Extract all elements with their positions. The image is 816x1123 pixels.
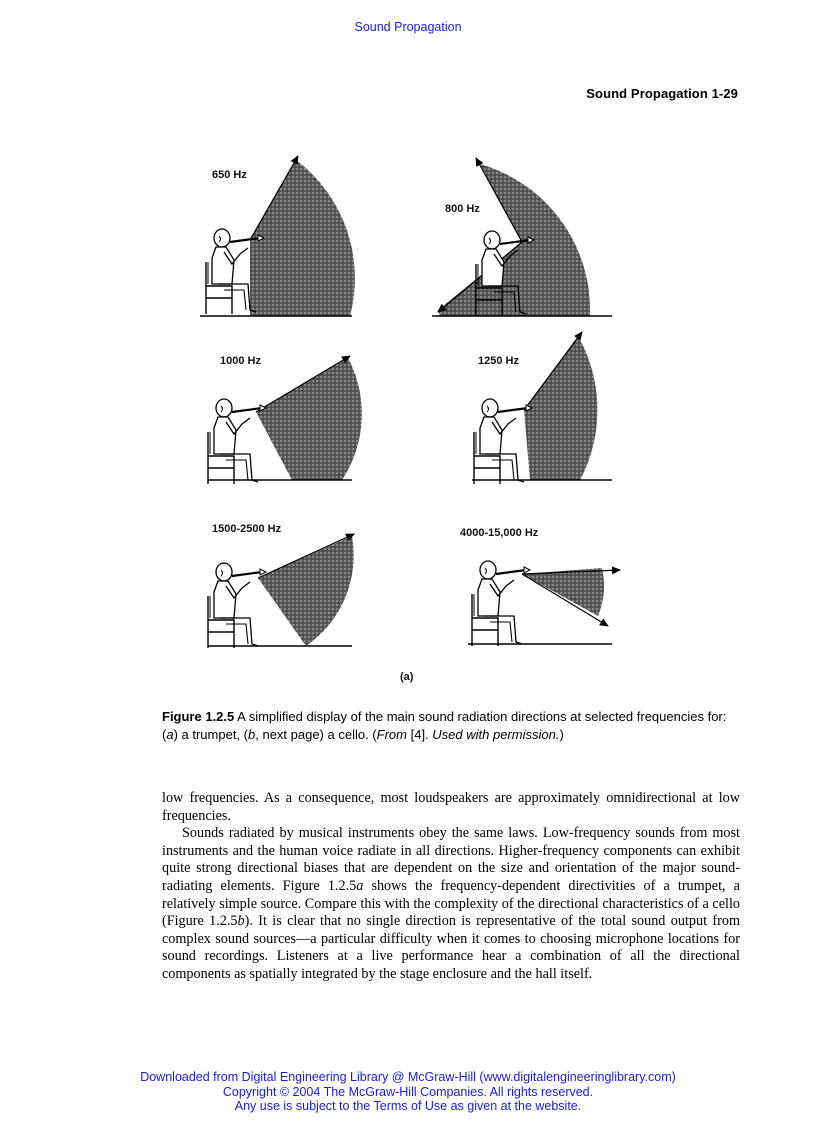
- panel-4000-15000hz: [460, 527, 620, 646]
- figure-sublabel: (a): [400, 671, 414, 683]
- paragraph-text: Sounds radiated by musical instruments obey the same laws. Low-frequency sounds from most instruments and the human voice radiate in all directions. Higher-frequency components can exhibit quite strong directional biases that are dependent on the size and orientation of the major sound-radiating elements. Figure 1.2.5: [162, 825, 740, 894]
- label-1500-2500hz: 1500-2500 Hz: [212, 523, 282, 535]
- label-800hz: 800 Hz: [445, 203, 480, 215]
- top-source-link[interactable]: Sound Propagation: [354, 20, 462, 34]
- footer: [0, 1070, 816, 1114]
- caption-text: A simplified display of the main sound radiation directions at selected frequencies for: (: [162, 709, 727, 742]
- figure-ref-a: a: [356, 877, 364, 894]
- footer-download-link[interactable]: Downloaded from Digital Engineering Library @ McGraw-Hill (www.digitalengineeringlibrary.com): [140, 1070, 676, 1084]
- paragraph: [162, 825, 740, 983]
- panel-1500-2500hz: [208, 523, 354, 648]
- caption-text: [4].: [406, 727, 433, 742]
- figure-1-2-5a: [60, 140, 750, 700]
- trumpet-directivity-diagram: [60, 140, 750, 700]
- footer-terms[interactable]: Any use is subject to the Terms of Use as given at the website.: [234, 1099, 582, 1113]
- body-text: [162, 790, 740, 984]
- running-head: Sound Propagation 1-29: [586, 86, 738, 101]
- panel-650hz: [200, 156, 355, 316]
- paragraph: low frequencies. As a consequence, most loudspeakers are approximately omnidirectional at low frequencies.: [162, 790, 740, 824]
- label-1000hz: 1000 Hz: [220, 355, 261, 367]
- caption-text: ) a trumpet, (: [173, 727, 248, 742]
- panel-1250hz: [472, 332, 612, 484]
- label-1250hz: 1250 Hz: [478, 355, 519, 367]
- caption-ref-a: a: [166, 727, 174, 742]
- caption-text: , next page) a cello. (: [255, 727, 377, 742]
- label-650hz: 650 Hz: [212, 169, 247, 181]
- footer-copyright[interactable]: Copyright © 2004 The McGraw-Hill Companies. All rights reserved.: [222, 1084, 594, 1099]
- caption-text: ): [559, 727, 564, 742]
- caption-from: From: [376, 727, 407, 742]
- caption-permission: Used with permission.: [432, 727, 560, 742]
- paragraph-text: ). It is clear that no single direction is representative of the total sound output from complex sound sources—a particular difficulty when it comes to choosing microphone locations for sound recordings. Listeners at a live performance hear a combination of all the directional components as spatially integrated by the stage enclosure and the hall itself.: [162, 913, 740, 982]
- label-4000-15000hz: 4000-15,000 Hz: [460, 527, 539, 539]
- panel-800hz: [432, 158, 612, 316]
- figure-ref-b: b: [237, 913, 245, 930]
- panel-1000hz: [208, 355, 362, 484]
- caption-ref-b: b: [248, 727, 256, 742]
- paragraph-text: shows the frequency-dependent directivities of a trumpet, a relatively simple source. Compare this with the complexity of the directional characteristics of a cello (Figure 1.2.5: [162, 877, 740, 930]
- caption-number: Figure 1.2.5: [162, 709, 235, 724]
- figure-caption: [162, 708, 740, 744]
